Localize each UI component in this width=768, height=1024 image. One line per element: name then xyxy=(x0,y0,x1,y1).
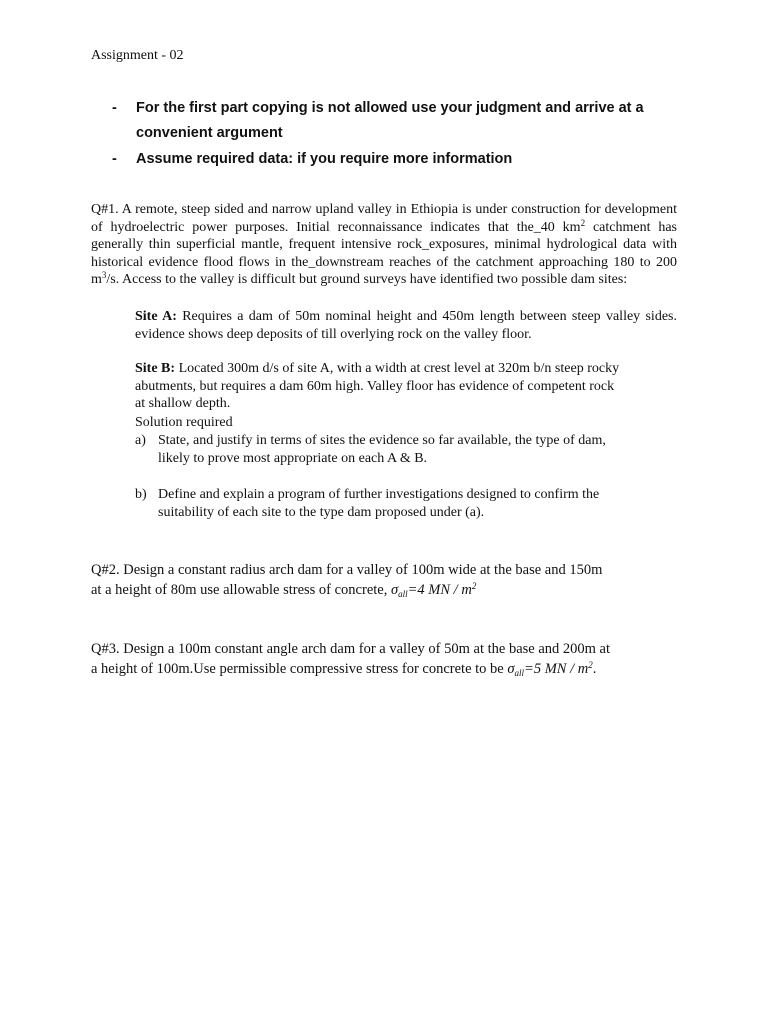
assignment-title: Assignment - 02 xyxy=(91,48,184,63)
question-1-text xyxy=(91,201,677,289)
superscript: 2 xyxy=(588,660,593,670)
period: . xyxy=(592,661,597,677)
site-b-text: Located 300m d/s of site A, with a width at crest level at 320m b/n steep rocky xyxy=(175,361,620,376)
q2-line xyxy=(91,580,677,600)
subscript: all xyxy=(398,589,408,599)
sigma-symbol: σ xyxy=(507,661,515,677)
solution-required-label: Solution required xyxy=(135,415,233,430)
instructions-list xyxy=(112,96,712,173)
dash-bullet: - xyxy=(112,151,117,167)
q2-line: Q#2. Design a constant radius arch dam for a valley of 100m wide at the base and 150m xyxy=(91,562,603,578)
formula-expression: =4 MN / m xyxy=(407,582,472,598)
item-letter: a) xyxy=(135,433,146,448)
instruction-text-line: For the first part copying is not allowed use your judgment and arrive at a xyxy=(136,100,644,116)
superscript: 3 xyxy=(101,270,107,280)
instruction-item xyxy=(112,96,712,146)
q3-line: Q#3. Design a 100m constant angle arch dam for a valley of 50m at the base and 200m at xyxy=(91,641,611,657)
list-item xyxy=(135,486,655,521)
site-b-line xyxy=(135,360,677,378)
site-b-line: abutments, but requires a dam 60m high. Valley floor has evidence of competent rock xyxy=(135,378,615,394)
site-b-line: at shallow depth. xyxy=(135,396,231,411)
item-text-line: likely to prove most appropriate on each A & B. xyxy=(158,450,428,466)
q3-text: a height of 100m.Use permissible compressive stress for concrete to be xyxy=(91,661,508,677)
q3-line xyxy=(91,659,677,679)
item-text-line: State, and justify in terms of sites the evidence so far available, the type of dam, xyxy=(158,433,606,448)
stress-formula xyxy=(391,582,476,598)
item-text-line: suitability of each site to the type dam proposed under (a). xyxy=(158,504,485,520)
q1-text-part: Q#1. A remote, steep sided and narrow upland valley in Ethiopia is under construction for development of hydroelectric power purposes. Initial reconnaissance indicates that the_40 km xyxy=(91,202,677,235)
site-b-description xyxy=(135,360,677,413)
superscript: 2 xyxy=(471,581,477,591)
subscript: all xyxy=(514,668,525,678)
instruction-text-line: Assume required data: if you require more information xyxy=(136,151,513,167)
list-item xyxy=(135,432,655,467)
site-b-label: Site B: xyxy=(135,361,176,376)
instruction-text-line: convenient argument xyxy=(136,125,283,141)
instruction-item xyxy=(112,147,712,172)
item-letter: b) xyxy=(135,487,147,502)
item-text-line: Define and explain a program of further investigations designed to confirm the xyxy=(158,487,600,502)
site-a-label: Site A: xyxy=(135,309,177,324)
stress-formula xyxy=(507,661,592,677)
formula-expression: =5 MN / m xyxy=(524,661,589,677)
site-a-text: Requires a dam of 50m nominal height and 450m length between steep valley sides. evidence shows deep deposits of till overlying rock on the valley floor. xyxy=(135,309,677,342)
superscript: 2 xyxy=(580,217,586,228)
question-2-text xyxy=(91,560,677,600)
dash-bullet: - xyxy=(112,100,117,116)
q1-text-part: /s. Access to the valley is difficult but ground surveys have identified two possible dam sites: xyxy=(106,272,628,287)
site-a-description xyxy=(135,308,677,343)
q2-text: at a height of 80m use allowable stress of concrete, xyxy=(91,582,391,598)
sigma-symbol: σ xyxy=(390,582,399,598)
q1-text-part: catchment has generally thin superficial mantle, frequent intensive rock_exposures, minimal hydrological data with historical evidence flood flows in the_downstream reaches of the catchment approaching 180 to 200 m xyxy=(91,219,677,287)
question-3-text xyxy=(91,639,677,679)
